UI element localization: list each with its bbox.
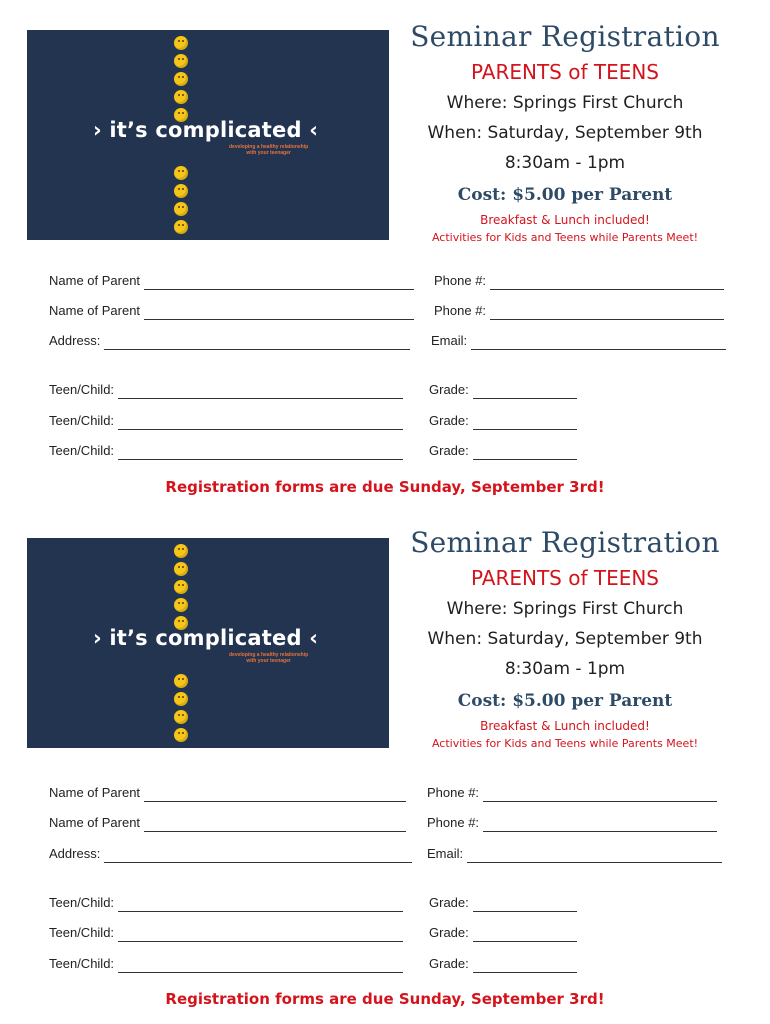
address-row bbox=[49, 845, 739, 863]
seminar-time: 8:30am - 1pm bbox=[504, 153, 626, 173]
field-label: Grade: bbox=[429, 895, 469, 910]
seminar-title: Seminar Registration bbox=[410, 20, 720, 53]
banner-tagline-line: developing a healthy relationship bbox=[229, 652, 309, 658]
seminar-banner-image bbox=[27, 538, 389, 748]
field-label: Teen/Child: bbox=[49, 895, 115, 910]
seminar-location: Where: Springs First Church bbox=[446, 93, 684, 113]
field-label: Grade: bbox=[429, 956, 469, 971]
seminar-subtitle: PARENTS of TEENS bbox=[470, 60, 659, 84]
emoji-icon bbox=[174, 202, 188, 216]
banner-tagline bbox=[229, 652, 308, 664]
emoji-icon bbox=[174, 544, 188, 558]
emoji-icon bbox=[174, 710, 188, 724]
teen-name-field[interactable] bbox=[49, 924, 403, 942]
teen-name-field[interactable] bbox=[49, 955, 403, 973]
emoji-icon bbox=[174, 72, 188, 86]
parent-name-field[interactable] bbox=[49, 814, 406, 832]
emoji-icon bbox=[174, 692, 188, 706]
phone-field[interactable] bbox=[427, 784, 717, 802]
emoji-icon bbox=[174, 166, 188, 180]
meal-note: Breakfast & Lunch included! bbox=[480, 719, 650, 733]
emoji-icon bbox=[174, 674, 188, 688]
parent-name-field[interactable] bbox=[49, 784, 406, 802]
field-label: Teen/Child: bbox=[49, 925, 115, 940]
field-label: Grade: bbox=[429, 443, 469, 458]
field-label: Grade: bbox=[429, 382, 469, 397]
phone-field[interactable] bbox=[434, 272, 724, 290]
banner-tagline bbox=[229, 144, 308, 156]
seminar-cost: Cost: $5.00 per Parent bbox=[457, 691, 673, 711]
phone-field[interactable] bbox=[434, 302, 724, 320]
teen-row-2 bbox=[49, 924, 739, 942]
emoji-icon bbox=[174, 728, 188, 742]
field-label: Name of Parent bbox=[49, 273, 141, 288]
banner-title: › it’s complicated ‹ bbox=[93, 626, 319, 650]
teen-row-2 bbox=[49, 412, 739, 430]
address-row bbox=[49, 332, 739, 350]
teen-row-1 bbox=[49, 381, 739, 399]
field-label: Name of Parent bbox=[49, 815, 141, 830]
emoji-icon bbox=[174, 220, 188, 234]
field-label: Phone #: bbox=[427, 815, 480, 830]
banner-tagline-line: developing a healthy relationship bbox=[229, 144, 309, 150]
emoji-icon bbox=[174, 562, 188, 576]
teen-name-field[interactable] bbox=[49, 412, 403, 430]
seminar-title: Seminar Registration bbox=[410, 526, 720, 559]
emoji-icon bbox=[174, 598, 188, 612]
parent-name-field[interactable] bbox=[49, 302, 414, 320]
field-label: Address: bbox=[49, 333, 101, 348]
field-label: Teen/Child: bbox=[49, 413, 115, 428]
parent-row-2 bbox=[49, 814, 739, 832]
seminar-info bbox=[395, 524, 735, 752]
grade-field[interactable] bbox=[429, 924, 577, 942]
email-field[interactable] bbox=[431, 332, 726, 350]
banner-tagline-line: with your teenager bbox=[246, 658, 291, 664]
emoji-icon bbox=[174, 90, 188, 104]
field-label: Grade: bbox=[429, 413, 469, 428]
banner-title: › it’s complicated ‹ bbox=[93, 118, 319, 142]
emoji-icon bbox=[174, 184, 188, 198]
teen-name-field[interactable] bbox=[49, 381, 403, 399]
grade-field[interactable] bbox=[429, 412, 577, 430]
field-label: Teen/Child: bbox=[49, 382, 115, 397]
teen-name-field[interactable] bbox=[49, 442, 403, 460]
field-label: Phone #: bbox=[434, 273, 487, 288]
teen-row-3 bbox=[49, 955, 739, 973]
field-label: Phone #: bbox=[434, 303, 487, 318]
field-label: Phone #: bbox=[427, 785, 480, 800]
activities-note: Activities for Kids and Teens while Parents Meet! bbox=[431, 737, 699, 750]
address-field[interactable] bbox=[49, 332, 410, 350]
field-label: Email: bbox=[427, 846, 464, 861]
seminar-time: 8:30am - 1pm bbox=[504, 659, 626, 679]
teen-row-1 bbox=[49, 894, 739, 912]
parent-row-1 bbox=[49, 272, 739, 290]
due-date-notice: Registration forms are due Sunday, September 3rd! bbox=[165, 990, 605, 1008]
field-label: Email: bbox=[431, 333, 468, 348]
address-field[interactable] bbox=[49, 845, 412, 863]
field-label: Teen/Child: bbox=[49, 443, 115, 458]
seminar-date: When: Saturday, September 9th bbox=[427, 123, 703, 143]
emoji-icon bbox=[174, 36, 188, 50]
phone-field[interactable] bbox=[427, 814, 717, 832]
seminar-date: When: Saturday, September 9th bbox=[427, 629, 703, 649]
parent-row-2 bbox=[49, 302, 739, 320]
seminar-location: Where: Springs First Church bbox=[446, 599, 684, 619]
grade-field[interactable] bbox=[429, 442, 577, 460]
field-label: Name of Parent bbox=[49, 303, 141, 318]
parent-row-1 bbox=[49, 784, 739, 802]
seminar-banner-image bbox=[27, 30, 389, 240]
registration-form-2 bbox=[0, 512, 770, 1024]
banner-tagline-line: with your teenager bbox=[246, 150, 291, 156]
grade-field[interactable] bbox=[429, 894, 577, 912]
teen-row-3 bbox=[49, 442, 739, 460]
emoji-icon bbox=[174, 54, 188, 68]
teen-name-field[interactable] bbox=[49, 894, 403, 912]
meal-note: Breakfast & Lunch included! bbox=[480, 213, 650, 227]
seminar-cost: Cost: $5.00 per Parent bbox=[457, 185, 673, 205]
grade-field[interactable] bbox=[429, 955, 577, 973]
due-date-notice: Registration forms are due Sunday, September 3rd! bbox=[165, 478, 605, 496]
seminar-info bbox=[395, 18, 735, 246]
field-label: Teen/Child: bbox=[49, 956, 115, 971]
activities-note: Activities for Kids and Teens while Parents Meet! bbox=[431, 231, 699, 244]
grade-field[interactable] bbox=[429, 381, 577, 399]
field-label: Grade: bbox=[429, 925, 469, 940]
field-label: Address: bbox=[49, 846, 101, 861]
email-field[interactable] bbox=[427, 845, 722, 863]
seminar-subtitle: PARENTS of TEENS bbox=[470, 566, 659, 590]
parent-name-field[interactable] bbox=[49, 272, 414, 290]
field-label: Name of Parent bbox=[49, 785, 141, 800]
emoji-icon bbox=[174, 580, 188, 594]
